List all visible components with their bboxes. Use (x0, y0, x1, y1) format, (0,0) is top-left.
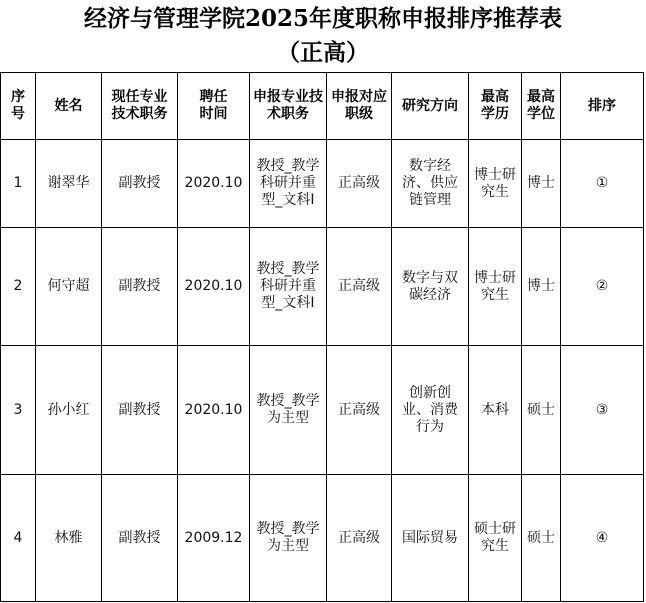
header-degree: 最高学位 (522, 73, 561, 140)
document-title (0, 0, 646, 72)
cell-edu: 本科 (469, 346, 522, 475)
cell-name: 林雅 (36, 475, 102, 602)
cell-current-title: 副教授 (102, 140, 178, 228)
title-main: 经济与管理学院2025年度职称申报排序推荐表 (83, 5, 562, 32)
cell-apply-title: 教授_教学科研并重型_文科Ⅰ (250, 228, 327, 346)
header-apply-title: 申报专业技术职务 (250, 73, 327, 140)
header-research: 研究方向 (392, 73, 469, 140)
header-hire-time: 聘任时间 (178, 73, 250, 140)
cell-apply-title: 教授_教学为主型 (250, 346, 327, 475)
cell-hire-time: 2020.10 (178, 346, 250, 475)
header-edu: 最高学历 (469, 73, 522, 140)
table-row (1, 228, 644, 346)
cell-edu: 硕士研究生 (469, 475, 522, 602)
cell-index: 3 (1, 346, 36, 475)
cell-research: 数字经济、供应链管理 (392, 140, 469, 228)
cell-rank: ③ (561, 346, 644, 475)
cell-degree: 硕士 (522, 346, 561, 475)
title-sub: （正高） (277, 39, 369, 66)
cell-degree: 硕士 (522, 475, 561, 602)
header-name: 姓名 (36, 73, 102, 140)
cell-apply-title: 教授_教学科研并重型_文科Ⅰ (250, 140, 327, 228)
cell-current-title: 副教授 (102, 475, 178, 602)
cell-apply-level: 正高级 (327, 475, 392, 602)
header-row (1, 73, 644, 140)
header-current-title: 现任专业技术职务 (102, 73, 178, 140)
cell-hire-time: 2009.12 (178, 475, 250, 602)
cell-research: 创新创业、消费行为 (392, 346, 469, 475)
cell-rank: ② (561, 228, 644, 346)
cell-index: 4 (1, 475, 36, 602)
table-row (1, 346, 644, 475)
cell-rank: ④ (561, 475, 644, 602)
cell-apply-level: 正高级 (327, 228, 392, 346)
cell-hire-time: 2020.10 (178, 140, 250, 228)
cell-research: 数字与双碳经济 (392, 228, 469, 346)
table-row (1, 140, 644, 228)
cell-rank: ① (561, 140, 644, 228)
cell-name: 何守超 (36, 228, 102, 346)
cell-name: 孙小红 (36, 346, 102, 475)
cell-edu: 博士研究生 (469, 228, 522, 346)
cell-current-title: 副教授 (102, 346, 178, 475)
cell-index: 2 (1, 228, 36, 346)
header-apply-level: 申报对应职级 (327, 73, 392, 140)
cell-index: 1 (1, 140, 36, 228)
header-rank: 排序 (561, 73, 644, 140)
cell-degree: 博士 (522, 228, 561, 346)
cell-apply-title: 教授_教学为主型 (250, 475, 327, 602)
cell-apply-level: 正高级 (327, 346, 392, 475)
cell-edu: 博士研究生 (469, 140, 522, 228)
cell-research: 国际贸易 (392, 475, 469, 602)
cell-apply-level: 正高级 (327, 140, 392, 228)
header-index: 序号 (1, 73, 36, 140)
ranking-table (0, 72, 644, 602)
table-row (1, 475, 644, 602)
cell-current-title: 副教授 (102, 228, 178, 346)
cell-hire-time: 2020.10 (178, 228, 250, 346)
cell-name: 谢翠华 (36, 140, 102, 228)
cell-degree: 博士 (522, 140, 561, 228)
